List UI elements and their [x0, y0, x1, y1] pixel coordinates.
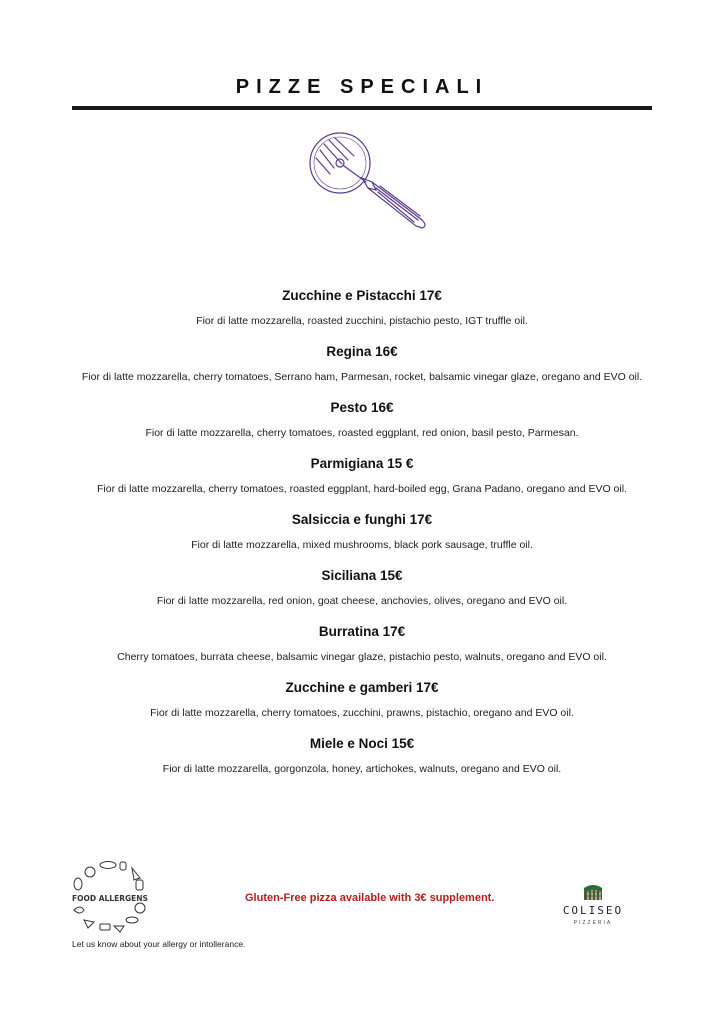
menu-item-description: Fior di latte mozzarella, cherry tomatoes, roasted eggplant, red onion, basil pesto, Parmesan.	[145, 427, 579, 439]
pizza-menu	[60, 286, 664, 777]
menu-item-description: Fior di latte mozzarella, red onion, goat cheese, anchovies, olives, oregano and EVO oil.	[156, 595, 568, 607]
menu-item-description: Fior di latte mozzarella, cherry tomatoes, roasted eggplant, hard-boiled egg, Grana Padano, oregano and EVO oil.	[97, 483, 627, 495]
menu-item-name: Zucchine e Pistacchi 17€	[282, 288, 442, 303]
menu-item-name: Parmigiana 15 €	[310, 456, 414, 471]
menu-item-name: Burratina 17€	[318, 624, 406, 639]
menu-item-description: Fior di latte mozzarella, roasted zucchini, pistachio pesto, IGT truffle oil.	[196, 315, 528, 327]
brand-subtitle: PIZZERIA	[573, 920, 613, 926]
menu-item-siciliana	[60, 566, 664, 609]
menu-item-name: Siciliana 15€	[321, 568, 403, 583]
pizza-cutter-icon	[302, 130, 432, 230]
menu-item-description: Fior di latte mozzarella, gorgonzola, honey, artichokes, walnuts, oregano and EVO oil.	[162, 763, 562, 775]
menu-item-name: Miele e Noci 15€	[309, 736, 415, 751]
menu-item-salsiccia-funghi	[60, 510, 664, 553]
brand-logo	[562, 880, 624, 932]
menu-item-miele-noci	[60, 734, 664, 777]
menu-item-parmigiana	[60, 454, 664, 497]
menu-item-name: Pesto 16€	[330, 400, 394, 415]
food-allergens-icon	[70, 858, 160, 938]
menu-item-burratina	[60, 622, 664, 665]
menu-item-name: Regina 16€	[326, 344, 398, 359]
menu-item-description: Fior di latte mozzarella, mixed mushrooms, black pork sausage, truffle oil.	[191, 539, 533, 551]
menu-item-pesto	[60, 398, 664, 441]
title-divider	[72, 106, 652, 110]
menu-item-description: Fior di latte mozzarella, cherry tomatoes, Serrano ham, Parmesan, rocket, balsamic vinegar glaze, oregano and EVO oil.	[81, 371, 643, 383]
colosseum-icon	[562, 880, 624, 902]
menu-item-zucchine-pistacchi	[60, 286, 664, 329]
gluten-free-note: Gluten-Free pizza available with 3€ supplement.	[245, 892, 495, 904]
menu-item-regina	[60, 342, 664, 385]
menu-item-zucchine-gamberi	[60, 678, 664, 721]
menu-item-description: Cherry tomatoes, burrata cheese, balsamic vinegar glaze, pistachio pesto, walnuts, oregano and EVO oil.	[117, 651, 607, 663]
brand-name: COLISEO	[562, 904, 624, 917]
menu-item-description: Fior di latte mozzarella, cherry tomatoes, zucchini, prawns, pistachio, oregano and EVO oil.	[150, 707, 574, 719]
allergen-logo-text: FOOD ALLERGENS	[72, 894, 148, 903]
page-title: PIZZE SPECIALI	[235, 76, 489, 98]
menu-item-name: Zucchine e gamberi 17€	[285, 680, 439, 695]
menu-item-name: Salsiccia e funghi 17€	[291, 512, 433, 527]
allergen-note: Let us know about your allergy or intollerance.	[72, 939, 246, 949]
